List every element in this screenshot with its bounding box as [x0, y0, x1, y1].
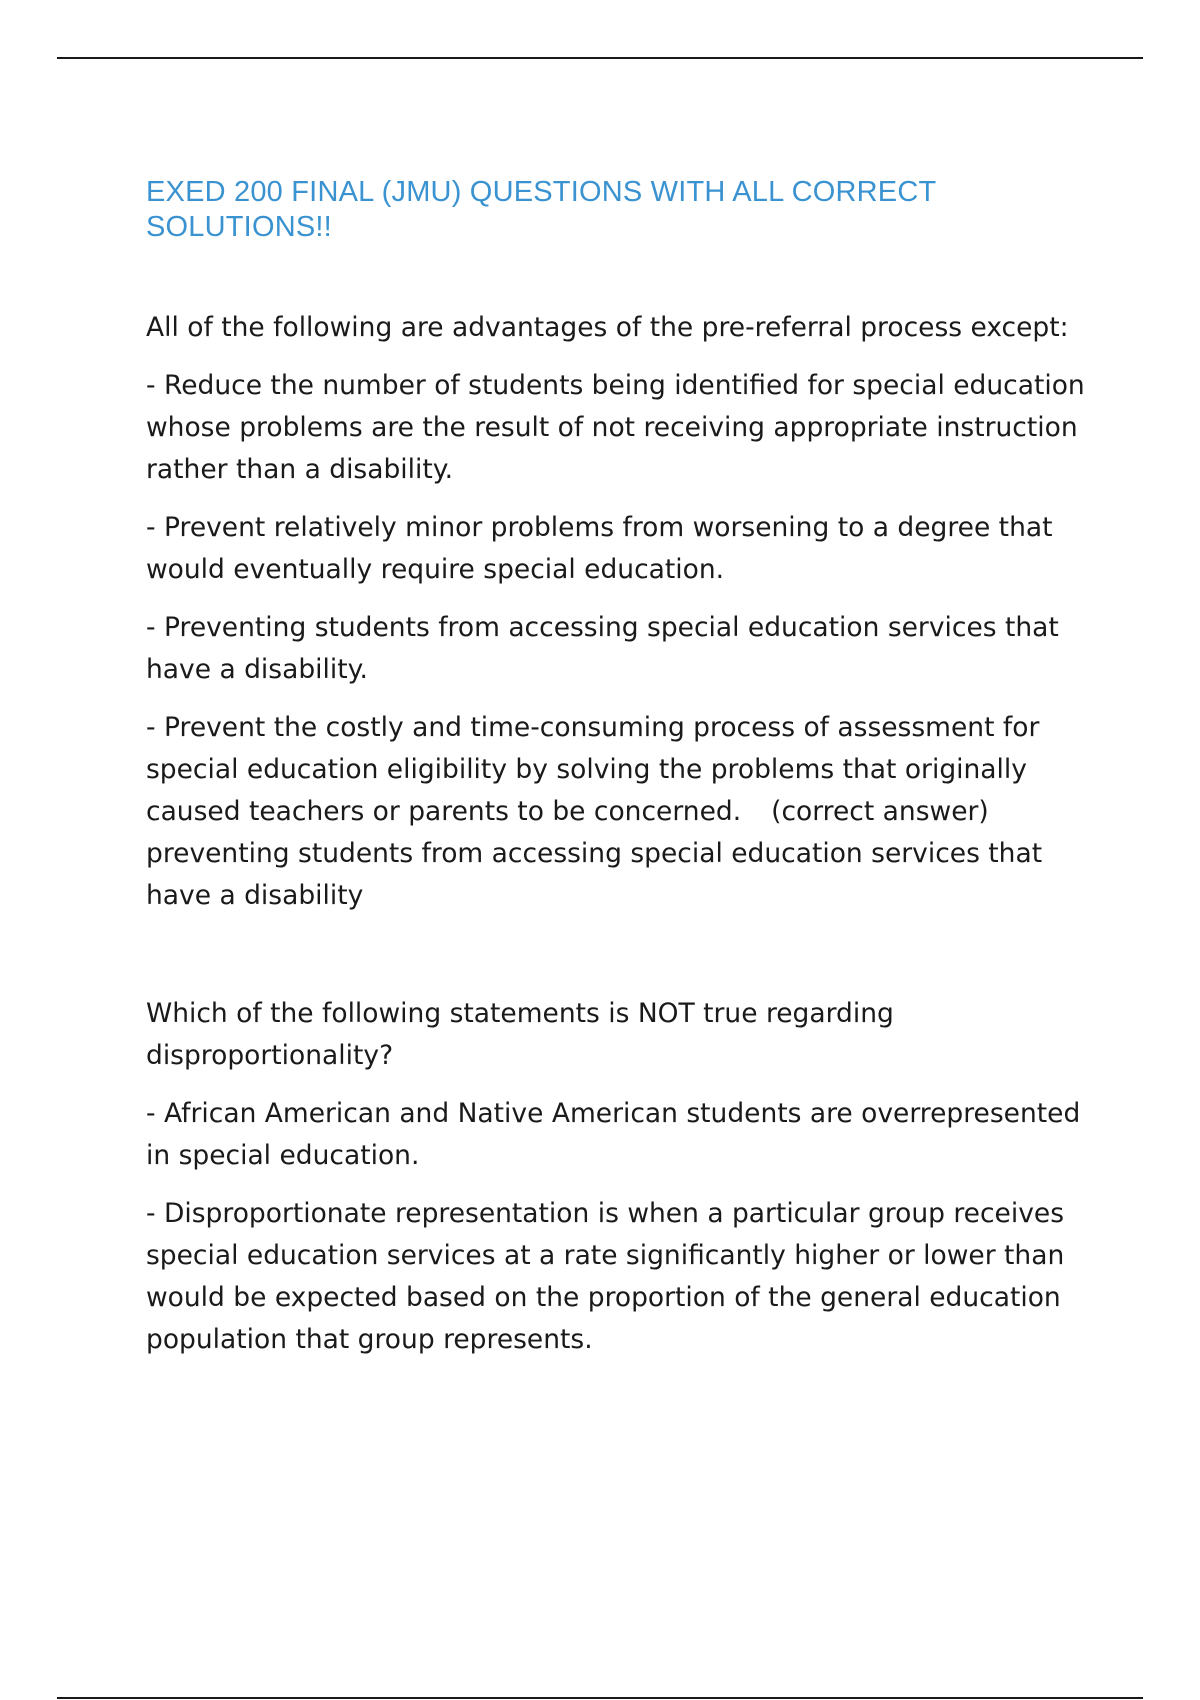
answer-option: - Preventing students from accessing special education services that have a disability.: [146, 612, 1059, 685]
question-block: [146, 307, 1106, 917]
correct-answer-text: preventing students from accessing special education services that have a disability: [146, 838, 1043, 911]
document-title: EXED 200 FINAL (JMU) QUESTIONS WITH ALL CORRECT SOLUTIONS!!: [146, 176, 936, 243]
document-body: [146, 175, 1106, 1361]
header-rule: [57, 57, 1143, 59]
answer-option: - African American and Native American students are overrepresented in special education.: [146, 1098, 1081, 1171]
correct-answer-label: (correct answer): [771, 796, 989, 827]
footer-rule: [57, 1697, 1143, 1699]
question-text: Which of the following statements is NOT true regarding disproportionality?: [146, 998, 894, 1071]
answer-option: - Prevent relatively minor problems from worsening to a degree that would eventually require special education.: [146, 512, 1053, 585]
answer-option-with-solution: [146, 707, 1106, 917]
answer-option-text: - Prevent the costly and time-consuming process of assessment for special education eligibility by solving the problems that originally caused teachers or parents to be concerned.: [146, 712, 1040, 827]
question-text: All of the following are advantages of the pre-referral process except:: [146, 312, 1069, 343]
answer-option: - Reduce the number of students being identified for special education whose problems are the result of not receiving appropriate instruction rather than a disability.: [146, 370, 1085, 485]
answer-option: - Disproportionate representation is when a particular group receives special education services at a rate significantly higher or lower than would be expected based on the proportion of the general education population that group represents.: [146, 1198, 1065, 1355]
question-block: [146, 993, 1106, 1361]
